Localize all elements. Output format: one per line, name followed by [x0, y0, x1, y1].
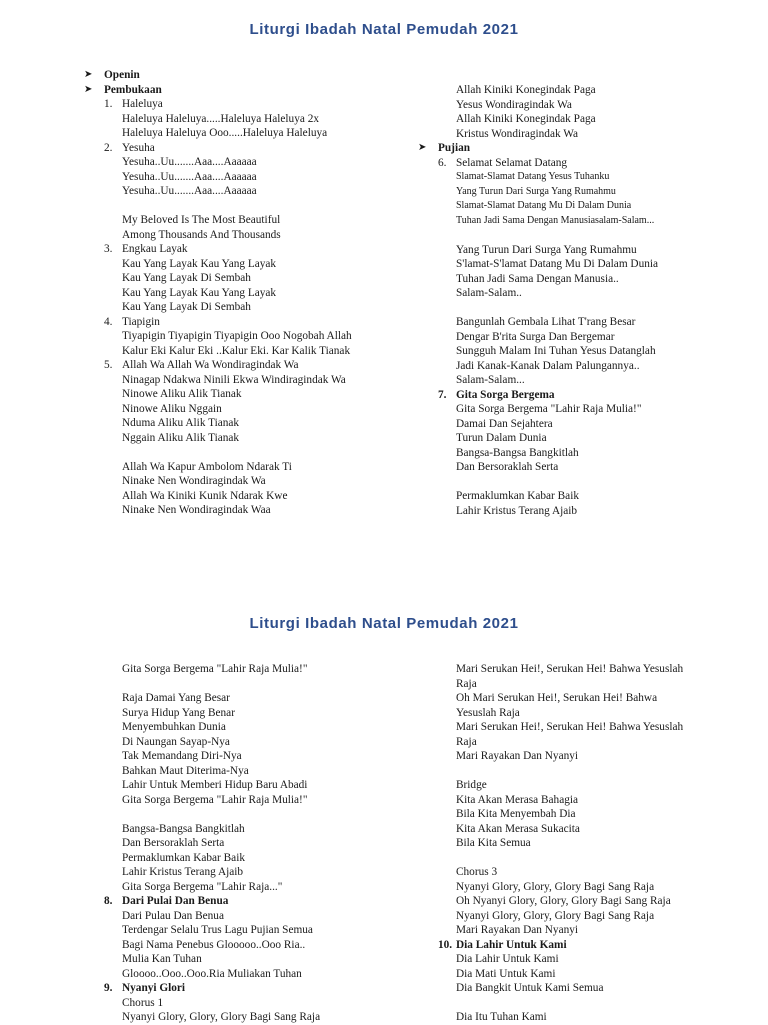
lyric-line	[418, 662, 738, 677]
lyric-text: Yesuha..Uu.......Aaa....Aaaaaa	[122, 156, 257, 168]
lyric-text: Bridge	[456, 779, 487, 791]
lyric-line	[418, 894, 738, 909]
lyric-text: Kalur Eki Kalur Eki ..Kalur Eki. Kar Kalik Tianak	[122, 344, 351, 357]
lyric-line	[418, 344, 738, 359]
lyric-line	[84, 1010, 384, 1025]
lyric-line	[418, 98, 738, 113]
lyric-text: Raja Damai Yang Besar	[122, 692, 230, 704]
lyric-text: Oh Mari Serukan Hei!, Serukan Hei! Bahwa	[456, 692, 658, 704]
blank-line	[84, 677, 384, 692]
lyric-text: Turun Dalam Dunia	[456, 432, 547, 444]
blank-line	[84, 445, 384, 460]
lyric-line	[418, 735, 738, 750]
song-number: 8.	[104, 895, 113, 907]
lyric-text: Yesus Wondiragindak Wa	[456, 98, 572, 111]
lyric-line	[418, 315, 738, 330]
lyric-text: Menyembuhkan Dunia	[122, 721, 226, 733]
lyric-text: Yang Turun Dari Surga Yang Rumahmu	[456, 243, 637, 256]
lyric-text: Yesuslah Raja	[456, 706, 520, 719]
song-title: Selamat Selamat Datang	[456, 156, 568, 169]
lyric-line	[418, 822, 738, 837]
section-heading-text: Openin	[104, 69, 140, 81]
lyric-text: Gita Sorga Bergema "Lahir Raja..."	[122, 880, 283, 893]
lyric-text: Raja	[456, 677, 477, 690]
song-title: Allah Wa Allah Wa Wondiragindak Wa	[122, 359, 299, 371]
lyric-line	[84, 373, 384, 388]
lyric-text: Gita Sorga Bergema "Lahir Raja Mulia!"	[122, 663, 308, 675]
lyric-line	[84, 865, 384, 880]
lyric-text: Dia Bangkit Untuk Kami Semua	[456, 982, 604, 994]
song-number: 3.	[104, 243, 113, 255]
page1-left-column	[84, 68, 384, 518]
lyric-line	[84, 474, 384, 489]
lyric-line	[418, 923, 738, 938]
lyric-line	[418, 677, 738, 692]
lyric-line	[84, 286, 384, 301]
lyric-text: Yesuha..Uu.......Aaa....Aaaaaa	[122, 170, 257, 183]
lyric-text: Mari Serukan Hei!, Serukan Hei! Bahwa Yesuslah	[456, 721, 684, 733]
lyric-line	[418, 720, 738, 735]
lyric-text: Lahir Kristus Terang Ajaib	[456, 504, 578, 517]
lyric-line	[418, 83, 738, 98]
lyric-line	[418, 1010, 738, 1025]
lyric-line	[84, 735, 384, 750]
lyric-line	[418, 272, 738, 287]
song-number: 10.	[438, 938, 453, 951]
lyric-text: Dengar B'rita Surga Dan Bergemar	[456, 330, 615, 343]
song-number: 7.	[438, 388, 447, 401]
page2-right-column	[418, 662, 738, 1025]
lyric-line	[84, 112, 384, 127]
lyric-text: Allah Kiniki Konegindak Paga	[456, 113, 596, 125]
lyric-line	[84, 329, 384, 344]
lyric-line	[84, 489, 384, 504]
lyric-line	[418, 417, 738, 432]
lyric-line	[84, 431, 384, 446]
song-number: 4.	[104, 315, 113, 328]
lyric-line	[84, 402, 384, 417]
lyric-text: Lahir Kristus Terang Ajaib	[122, 866, 244, 878]
lyric-line	[418, 967, 738, 982]
lyric-text: Bila Kita Semua	[456, 837, 531, 849]
song-item	[84, 315, 384, 330]
song-item	[418, 156, 738, 171]
lyric-text: Kita Akan Merasa Bahagia	[456, 793, 579, 806]
lyric-line	[84, 923, 384, 938]
section-heading	[84, 68, 384, 83]
lyric-text: Kristus Wondiragindak Wa	[456, 127, 579, 140]
lyric-line	[418, 865, 738, 880]
lyric-line	[84, 706, 384, 721]
song-item	[84, 894, 384, 909]
song-item	[84, 358, 384, 373]
lyric-line	[418, 793, 738, 808]
lyric-text: Nyanyi Glory, Glory, Glory Bagi Sang Raja	[456, 909, 655, 922]
song-title: Gita Sorga Bergema	[456, 388, 555, 401]
lyric-line	[418, 691, 738, 706]
song-number: 2.	[104, 141, 113, 154]
lyric-text: Kau Yang Layak Kau Yang Layak	[122, 257, 277, 270]
lyric-text: Salam-Salam..	[456, 287, 522, 299]
lyric-line	[84, 344, 384, 359]
blank-line	[418, 301, 738, 316]
lyric-line	[84, 778, 384, 793]
lyric-text: Raja	[456, 735, 477, 748]
lyric-line	[418, 330, 738, 345]
lyric-text: Oh Nyanyi Glory, Glory, Glory Bagi Sang Raja	[456, 895, 671, 907]
lyric-text: Bangsa-Bangsa Bangkitlah	[456, 446, 579, 459]
lyric-line	[84, 880, 384, 895]
lyric-line	[84, 184, 384, 199]
lyric-line	[418, 460, 738, 475]
lyric-text: Dia Mati Untuk Kami	[456, 967, 556, 980]
page-title-2: Liturgi Ibadah Natal Pemudah 2021	[249, 615, 519, 632]
lyric-line	[418, 981, 738, 996]
lyric-text: Bila Kita Menyembah Dia	[456, 808, 576, 820]
blank-line	[84, 807, 384, 822]
lyric-line	[418, 199, 738, 214]
lyric-text: Permaklumkan Kabar Baik	[456, 490, 579, 502]
lyric-line	[84, 170, 384, 185]
lyric-line	[418, 257, 738, 272]
song-title: Dari Pulai Dan Benua	[122, 895, 229, 907]
lyric-line	[84, 822, 384, 837]
blank-line	[418, 996, 738, 1011]
lyric-text: Allah Wa Kapur Ambolom Ndarak Ti	[122, 460, 292, 473]
blank-line	[418, 851, 738, 866]
lyric-line	[84, 691, 384, 706]
lyric-line	[418, 880, 738, 895]
song-number: 9.	[104, 982, 113, 994]
song-title: Dia Lahir Untuk Kami	[456, 938, 567, 951]
lyric-text: Kau Yang Layak Di Sembah	[122, 301, 251, 313]
song-title: Engkau Layak	[122, 243, 188, 255]
lyric-line	[84, 764, 384, 779]
lyric-line	[418, 431, 738, 446]
lyric-text: Tiyapigin Tiyapigin Tiyapigin Ooo Nogobah Allah	[122, 330, 352, 342]
song-title: Haleluya	[122, 98, 163, 110]
lyric-text: Allah Kiniki Konegindak Paga	[456, 84, 596, 96]
lyric-text: Chorus 1	[122, 996, 164, 1009]
lyric-text: Slamat-Slamat Datang Mu Di Dalam Dunia	[456, 200, 632, 211]
lyric-text: Terdengar Selalu Trus Lagu Pujian Semua	[122, 924, 313, 936]
lyric-line	[84, 213, 384, 228]
lyric-text: My Beloved Is The Most Beautiful	[122, 214, 281, 226]
lyric-text: Damai Dan Sejahtera	[456, 417, 553, 430]
lyric-line	[84, 967, 384, 982]
song-title: Nyanyi Glori	[122, 982, 186, 994]
lyric-text: Salam-Salam...	[456, 374, 525, 386]
lyric-text: Di Naungan Sayap-Nya	[122, 735, 230, 748]
lyric-line	[418, 489, 738, 504]
lyric-text: Dia Lahir Untuk Kami	[456, 953, 559, 965]
lyric-text: Yesuha..Uu.......Aaa....Aaaaaa	[122, 185, 257, 197]
lyric-text: Dari Pulau Dan Benua	[122, 909, 224, 922]
lyric-text: Gita Sorga Bergema "Lahir Raja Mulia!"	[456, 403, 642, 415]
lyric-line	[84, 720, 384, 735]
lyric-line	[418, 952, 738, 967]
section-heading	[84, 83, 384, 98]
lyric-text: Dan Bersoraklah Serta	[456, 461, 559, 473]
lyric-text: Nyanyi Glory, Glory, Glory Bagi Sang Raja	[122, 1011, 321, 1023]
lyric-text: Kau Yang Layak Kau Yang Layak	[122, 286, 277, 299]
lyric-line	[84, 126, 384, 141]
lyric-text: Lahir Untuk Memberi Hidup Baru Abadi	[122, 779, 308, 791]
lyric-text: Kau Yang Layak Di Sembah	[122, 272, 251, 284]
lyric-line	[418, 909, 738, 924]
song-number: 1.	[104, 98, 113, 110]
lyric-text: Allah Wa Kiniki Kunik Ndarak Kwe	[122, 489, 288, 502]
lyric-text: Mulia Kan Tuhan	[122, 953, 202, 965]
lyric-text: Gita Sorga Bergema "Lahir Raja Mulia!"	[122, 793, 308, 806]
lyric-text: Haleluya Haleluya Ooo.....Haleluya Haleluya	[122, 127, 328, 139]
lyric-text: Bangsa-Bangsa Bangkitlah	[122, 822, 245, 835]
lyric-line	[418, 446, 738, 461]
song-title: Yesuha	[122, 141, 155, 154]
blank-line	[418, 475, 738, 490]
lyric-line	[418, 214, 738, 229]
lyric-line	[418, 778, 738, 793]
lyric-line	[84, 503, 384, 518]
lyric-line	[418, 170, 738, 185]
lyric-text: Yang Turun Dari Surga Yang Rumahmu	[456, 185, 616, 197]
lyric-line	[84, 300, 384, 315]
song-item	[84, 242, 384, 257]
lyric-text: Ninowe Aliku Alik Tianak	[122, 388, 242, 400]
song-item	[418, 938, 738, 953]
lyric-line	[418, 706, 738, 721]
lyric-text: Sungguh Malam Ini Tuhan Yesus Datanglah	[456, 345, 656, 357]
lyric-text: Ninowe Aliku Nggain	[122, 402, 222, 415]
lyric-text: Ninake Nen Wondiragindak Wa	[122, 475, 266, 487]
lyric-text: Kita Akan Merasa Sukacita	[456, 822, 580, 835]
lyric-text: Dan Bersoraklah Serta	[122, 837, 225, 849]
lyric-text: Jadi Kanak-Kanak Dalam Palungannya..	[456, 359, 640, 372]
lyric-line	[84, 938, 384, 953]
lyric-line	[84, 793, 384, 808]
lyric-text: Mari Serukan Hei!, Serukan Hei! Bahwa Yesuslah	[456, 663, 684, 675]
lyric-line	[84, 909, 384, 924]
lyric-line	[418, 836, 738, 851]
lyric-line	[84, 155, 384, 170]
lyric-line	[84, 460, 384, 475]
lyric-text: Bahkan Maut Diterima-Nya	[122, 764, 249, 777]
section-heading-text: Pujian	[438, 142, 471, 154]
song-number: 5.	[104, 359, 113, 371]
lyric-line	[84, 996, 384, 1011]
lyric-line	[84, 271, 384, 286]
lyric-line	[84, 749, 384, 764]
lyric-text: Surya Hidup Yang Benar	[122, 706, 235, 719]
lyric-text: S'lamat-S'lamat Datang Mu Di Dalam Dunia	[456, 258, 659, 270]
song-item	[84, 141, 384, 156]
lyric-text: Chorus 3	[456, 866, 498, 878]
lyric-text: Bagi Nama Penebus Glooooo..Ooo Ria..	[122, 938, 306, 951]
lyric-text: Bangunlah Gembala Lihat T'rang Besar	[456, 316, 636, 328]
lyric-text: Nduma Aliku Alik Tianak	[122, 417, 240, 429]
lyric-line	[418, 749, 738, 764]
song-item	[418, 388, 738, 403]
lyric-text: Ninagap Ndakwa Ninili Ekwa Windiragindak Wa	[122, 373, 346, 386]
lyric-text: Gloooo..Ooo..Ooo.Ria Muliakan Tuhan	[122, 967, 302, 980]
page1-right-column	[418, 83, 738, 518]
lyric-text: Tuhan Jadi Sama Dengan Manusiasalam-Salam...	[456, 214, 655, 226]
section-heading	[418, 141, 738, 156]
lyric-line	[418, 127, 738, 142]
lyric-text: Ninake Nen Wondiragindak Waa	[122, 504, 271, 516]
lyric-text: Haleluya Haleluya.....Haleluya Haleluya 2x	[122, 112, 319, 125]
lyric-line	[418, 373, 738, 388]
lyric-text: Slamat-Slamat Datang Yesus Tuhanku	[456, 171, 610, 182]
lyric-line	[418, 402, 738, 417]
arrow-bullet-icon: ➤	[84, 69, 93, 80]
song-title: Tiapigin	[122, 315, 160, 328]
page-title-1: Liturgi Ibadah Natal Pemudah 2021	[249, 21, 519, 38]
lyric-line	[84, 662, 384, 677]
lyric-text: Nggain Aliku Alik Tianak	[122, 431, 240, 444]
lyric-line	[84, 952, 384, 967]
song-item	[84, 981, 384, 996]
song-number: 6.	[438, 156, 447, 169]
blank-line	[418, 228, 738, 243]
lyric-line	[84, 836, 384, 851]
arrow-bullet-icon: ➤	[418, 142, 427, 153]
lyric-text: Tak Memandang Diri-Nya	[122, 750, 242, 762]
lyric-line	[418, 504, 738, 519]
blank-line	[418, 764, 738, 779]
lyric-line	[84, 257, 384, 272]
lyric-line	[84, 416, 384, 431]
lyric-text: Mari Rayakan Dan Nyanyi	[456, 924, 579, 936]
page2-left-column	[84, 662, 384, 1025]
lyric-line	[418, 359, 738, 374]
lyric-line	[418, 185, 738, 200]
section-heading-text: Pembukaan	[104, 83, 162, 96]
song-item	[84, 97, 384, 112]
lyric-text: Among Thousands And Thousands	[122, 228, 281, 241]
blank-line	[84, 199, 384, 214]
lyric-text: Permaklumkan Kabar Baik	[122, 851, 245, 864]
lyric-line	[84, 387, 384, 402]
lyric-text: Mari Rayakan Dan Nyanyi	[456, 750, 579, 762]
lyric-line	[418, 112, 738, 127]
lyric-line	[418, 807, 738, 822]
lyric-text: Nyanyi Glory, Glory, Glory Bagi Sang Raja	[456, 880, 655, 893]
lyric-line	[418, 243, 738, 258]
lyric-line	[84, 228, 384, 243]
lyric-line	[418, 286, 738, 301]
arrow-bullet-icon: ➤	[84, 83, 93, 95]
lyric-text: Dia Itu Tuhan Kami	[456, 1011, 547, 1023]
lyric-text: Tuhan Jadi Sama Dengan Manusia..	[456, 272, 619, 285]
lyric-line	[84, 851, 384, 866]
